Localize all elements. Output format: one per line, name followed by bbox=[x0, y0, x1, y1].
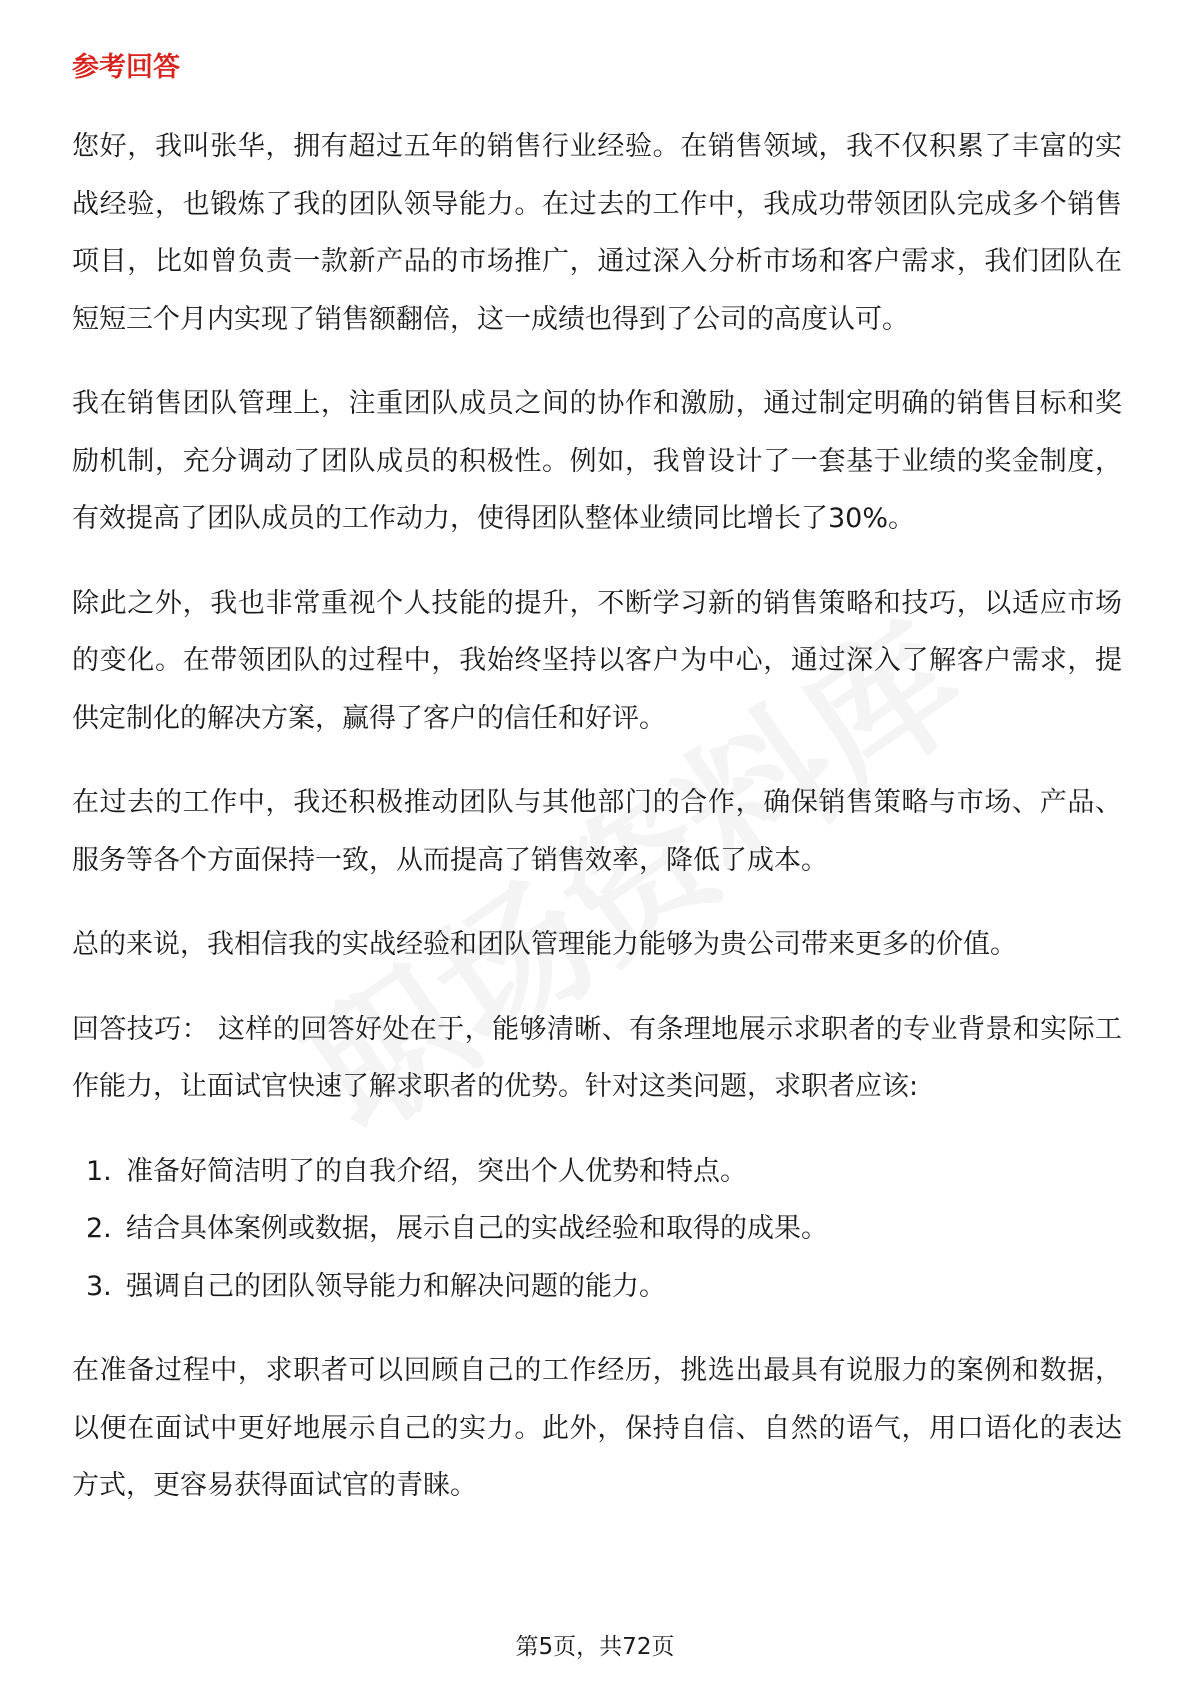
answer-paragraph-3: 除此之外，我也非常重视个人技能的提升，不断学习新的销售策略和技巧，以适应市场的变化。在带领团队的过程中，我始终坚持以客户为中心，通过深入了解客户需求，提供定制化的解决方案，赢得了客户的信任和好评。 bbox=[72, 587, 1122, 734]
answer-paragraph-2: 我在销售团队管理上，注重团队成员之间的协作和激励，通过制定明确的销售目标和奖励机制，充分调动了团队成员的积极性。例如，我曾设计了一套基于业绩的奖金制度，有效提高了团队成员的工作动力，使得团队整体业绩同比增长了30%。 bbox=[72, 388, 1122, 534]
document-page bbox=[72, 48, 1122, 1542]
tips-intro: 回答技巧： 这样的回答好处在于，能够清晰、有条理地展示求职者的专业背景和实际工作能力，让面试官快速了解求职者的优势。针对这类问题，求职者应该: bbox=[72, 1013, 1122, 1102]
list-item-number: 2. bbox=[86, 1213, 112, 1244]
list-item-number: 3. bbox=[86, 1270, 112, 1302]
list-item-text: 强调自己的团队领导能力和解决问题的能力。 bbox=[126, 1270, 666, 1302]
list-item bbox=[72, 1143, 1122, 1201]
section-heading: 参考回答 bbox=[72, 52, 180, 83]
page-number-footer: 第5页，共72页 bbox=[515, 1634, 675, 1660]
list-item bbox=[72, 1258, 1122, 1316]
list-item-text: 结合具体案例或数据，展示自己的实战经验和取得的成果。 bbox=[126, 1213, 828, 1244]
answer-paragraph-5: 总的来说，我相信我的实战经验和团队管理能力能够为贵公司带来更多的价值。 bbox=[72, 929, 1017, 960]
tips-list bbox=[72, 1143, 1122, 1316]
list-item-number: 1. bbox=[86, 1155, 112, 1187]
list-item-text: 准备好简洁明了的自我介绍，突出个人优势和特点。 bbox=[126, 1155, 747, 1187]
answer-paragraph-4: 在过去的工作中，我还积极推动团队与其他部门的合作，确保销售策略与市场、产品、服务等各个方面保持一致，从而提高了销售效率，降低了成本。 bbox=[72, 787, 1122, 876]
answer-paragraph-1: 您好，我叫张华，拥有超过五年的销售行业经验。在销售领域，我不仅积累了丰富的实战经验，也锻炼了我的团队领导能力。在过去的工作中，我成功带领团队完成多个销售项目，比如曾负责一款新产品的市场推广，通过深入分析市场和客户需求，我们团队在短短三个月内实现了销售额翻倍，这一成绩也得到了公司的高度认可。 bbox=[72, 131, 1122, 335]
tips-closing: 在准备过程中，求职者可以回顾自己的工作经历，挑选出最具有说服力的案例和数据，以便在面试中更好地展示自己的实力。此外，保持自信、自然的语气，用口语化的表达方式，更容易获得面试官的青睐。 bbox=[72, 1355, 1122, 1501]
list-item bbox=[72, 1200, 1122, 1258]
